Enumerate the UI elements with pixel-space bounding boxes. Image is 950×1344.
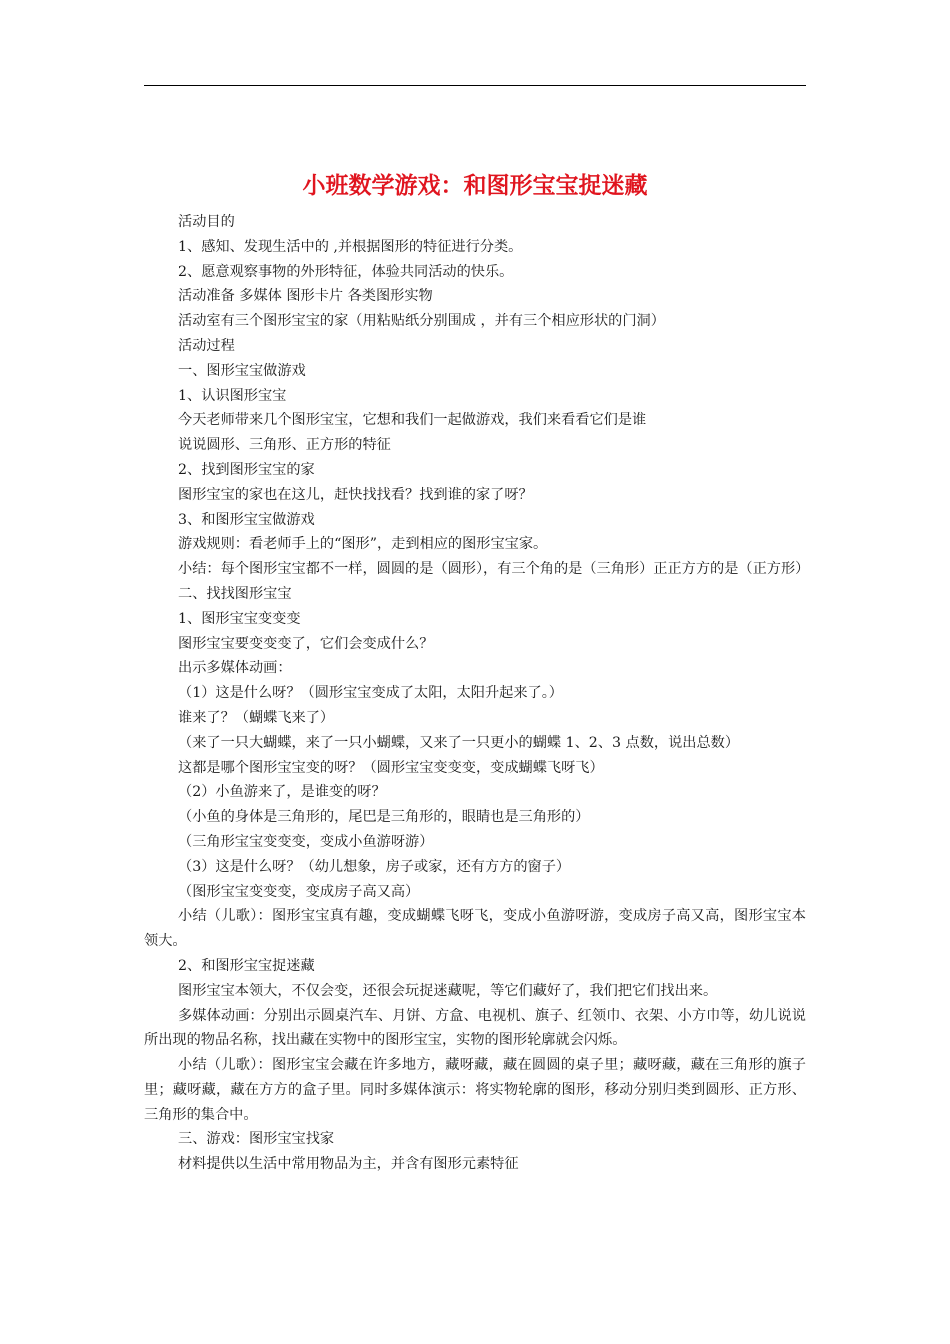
paragraph: 一、图形宝宝做游戏 (178, 362, 306, 379)
paragraph: （3）这是什么呀？（幼儿想象，房子或家，还有方方的窗子） (178, 858, 571, 875)
paragraph: 今天老师带来几个图形宝宝，它想和我们一起做游戏，我们来看看它们是谁 (178, 412, 647, 429)
paragraph: 图形宝宝的家也在这儿，赶快找找看？找到谁的家了呀？ (178, 486, 533, 503)
paragraph: （来了一只大蝴蝶，来了一只小蝴蝶，又来了一只更小的蝴蝶 1、2、3 点数，说出总数） (178, 734, 740, 751)
paragraph: 小结（儿歌）：图形宝宝会藏在许多地方，藏呀藏，藏在圆圆的桌子里；藏呀藏，藏在三角形的旗子里；藏呀藏，藏在方方的盒子里。同时多媒体演示：将实物轮廓的图形，移动分别归类到圆形、正方形、三角形的集合中。 (144, 1057, 806, 1123)
paragraph: 小结（儿歌）：图形宝宝真有趣，变成蝴蝶飞呀飞，变成小鱼游呀游，变成房子高又高，图形宝宝本领大。 (144, 908, 806, 950)
paragraph: 这都是哪个图形宝宝变的呀？（圆形宝宝变变变，变成蝴蝶飞呀飞） (178, 759, 604, 776)
paragraph: 说说圆形、三角形、正方形的特征 (178, 437, 391, 454)
paragraph: 游戏规则：看老师手上的“图形”，走到相应的图形宝宝家。 (178, 536, 548, 553)
paragraph: 1、图形宝宝变变变 (178, 610, 301, 627)
paragraph: 图形宝宝要变变变了，它们会变成什么？ (178, 635, 434, 652)
paragraph: 活动过程 (178, 337, 235, 354)
header-rule (144, 85, 806, 86)
paragraph: 二、找找图形宝宝 (178, 585, 292, 602)
paragraph: （1）这是什么呀？（圆形宝宝变成了太阳，太阳升起来了。） (178, 685, 563, 702)
paragraph: 1、认识图形宝宝 (178, 387, 287, 404)
paragraph: 2、和图形宝宝捉迷藏 (178, 957, 315, 974)
paragraph: 活动室有三个图形宝宝的家（用粘贴纸分别围成 ，并有三个相应形状的门洞） (178, 313, 665, 330)
paragraph: （图形宝宝变变变，变成房子高又高） (178, 883, 420, 900)
paragraph: 2、找到图形宝宝的家 (178, 461, 315, 478)
paragraph: 1、感知、发现生活中的 ,并根据图形的特征进行分类。 (178, 238, 523, 255)
paragraph: 小结：每个图形宝宝都不一样，圆圆的是（圆形），有三个角的是（三角形）正正方方的是（正方形） (178, 561, 810, 578)
paragraph: （小鱼的身体是三角形的，尾巴是三角形的，眼睛也是三角形的） (178, 809, 590, 826)
paragraph: （三角形宝宝变变变，变成小鱼游呀游） (178, 833, 434, 850)
paragraph: 活动目的 (178, 214, 235, 230)
paragraph: 2、愿意观察事物的外形特征，体验共同活动的快乐。 (178, 263, 514, 280)
paragraph: 多媒体动画：分别出示圆桌汽车、月饼、方盒、电视机、旗子、红领巾、衣架、小方巾等，幼儿说说所出现的物品名称，找出藏在实物中的图形宝宝，实物的图形轮廓就会闪烁。 (144, 1007, 806, 1049)
paragraph: 材料提供以生活中常用物品为主，并含有图形元素特征 (178, 1156, 519, 1173)
document-body (144, 210, 810, 1177)
document-title: 小班数学游戏：和图形宝宝捉迷藏 (302, 173, 648, 199)
paragraph: 图形宝宝本领大，不仅会变，还很会玩捉迷藏呢，等它们藏好了，我们把它们找出来。 (178, 982, 718, 999)
paragraph: 3、和图形宝宝做游戏 (178, 511, 315, 528)
paragraph: 活动准备 多媒体 图形卡片 各类图形实物 (178, 288, 433, 305)
paragraph: 出示多媒体动画： (178, 660, 292, 677)
paragraph: （2）小鱼游来了，是谁变的呀？ (178, 784, 386, 801)
paragraph: 三、游戏：图形宝宝找家 (178, 1131, 335, 1148)
paragraph: 谁来了？（蝴蝶飞来了） (178, 709, 335, 726)
